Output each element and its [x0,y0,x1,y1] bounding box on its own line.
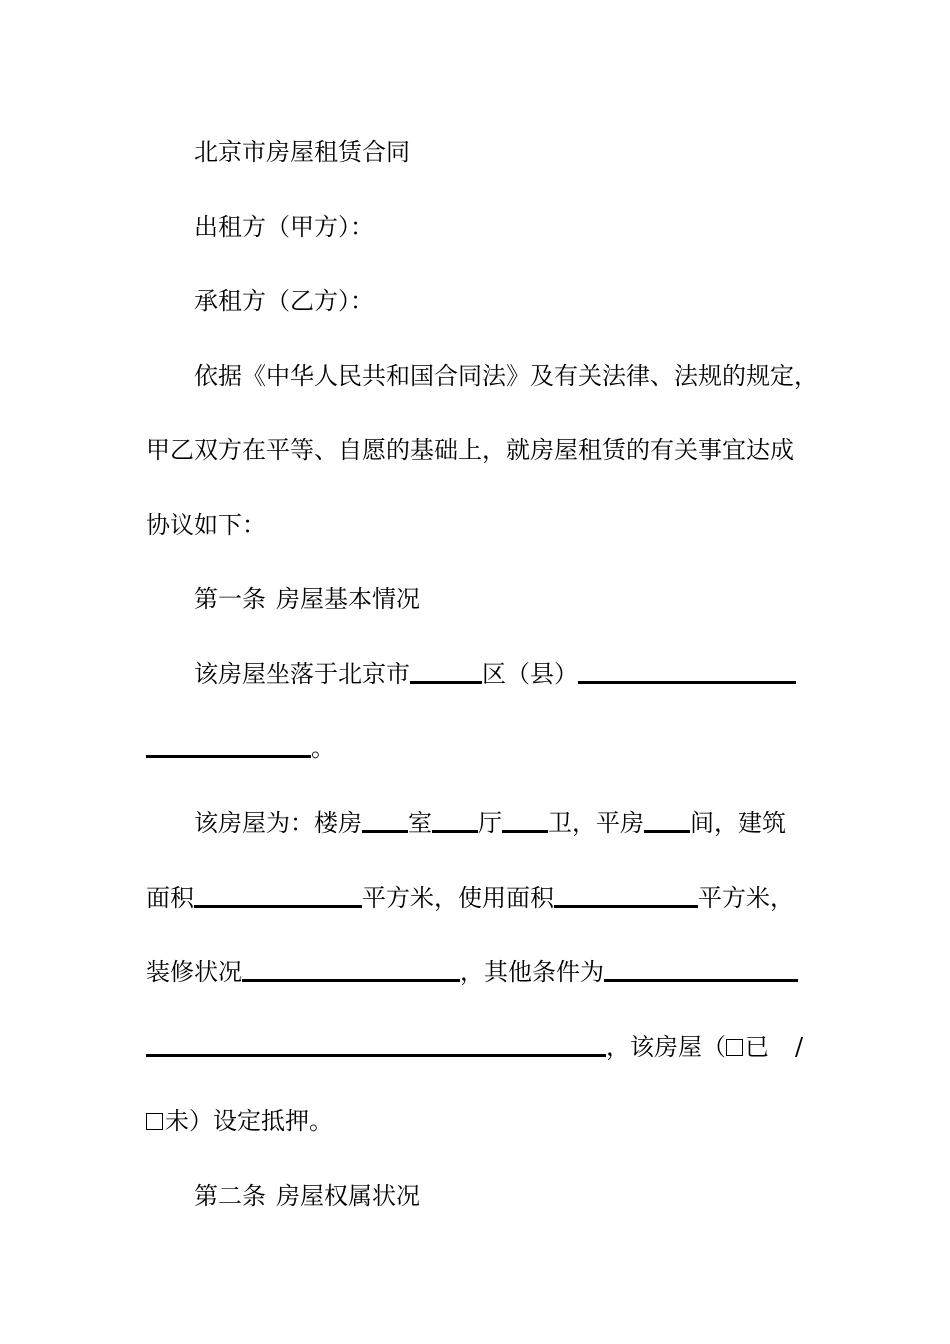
halls-blank [432,830,478,833]
decor-line [146,956,846,988]
area-lead: 面积 [146,884,194,912]
layout-line [194,807,894,839]
location-prefix: 该房屋坐落于北京市 [194,660,410,688]
baths-blank [502,830,548,833]
other-label: ，其他条件为 [460,958,604,986]
intro-line-2: 甲乙双方在平等、自愿的基础上，就房屋租赁的有关事宜达成 [146,436,794,464]
already-label: 已 [745,1033,769,1061]
document-title: 北京市房屋租赁合同 [194,138,410,166]
units-blank [644,830,690,833]
lessor-label: 出租方（甲方）： [194,213,374,241]
decor-blank [242,979,460,982]
checkbox-not[interactable] [146,1113,163,1130]
location-line-2 [146,732,846,764]
address-blank-1 [578,681,796,684]
unit-label: 间，建筑 [690,809,786,837]
area-line [146,882,846,914]
mortgage-line-2 [146,1105,846,1137]
intro-line-3: 协议如下： [146,511,266,539]
usable-area-blank [554,905,698,908]
article-2-heading [194,1180,894,1212]
rooms-blank [362,830,408,833]
hall-label: 厅 [478,809,502,837]
article-2-number: 第二条 [194,1182,266,1210]
lessee-label: 承租方（乙方）： [194,287,374,315]
district-blank [410,681,482,684]
address-blank-2 [146,755,311,758]
district-label: 区（县） [482,660,578,688]
other-blank-1 [604,979,798,982]
slash-separator: / [795,1033,804,1061]
house-label: ，该房屋（ [606,1033,726,1061]
intro-line-1: 依据《中华人民共和国合同法》及有关法律、法规的规定， [194,362,818,390]
article-1-title: 房屋基本情况 [276,585,420,613]
building-area-blank [194,905,362,908]
decor-label: 装修状况 [146,958,242,986]
article-1-number: 第一条 [194,585,266,613]
not-label: 未）设定抵押。 [165,1107,333,1135]
checkbox-already[interactable] [726,1039,743,1056]
article-1-heading [194,583,894,615]
mortgage-line [146,1031,846,1063]
bath-label: 卫，平房 [548,809,644,837]
location-end: 。 [311,734,335,762]
layout-lead: 该房屋为：楼房 [194,809,362,837]
other-blank-2 [146,1054,606,1057]
sqm-label-1: 平方米，使用面积 [362,884,554,912]
article-2-title: 房屋权属状况 [276,1182,420,1210]
sqm-label-2: 平方米， [698,884,794,912]
room-label: 室 [408,809,432,837]
location-line [194,658,894,690]
